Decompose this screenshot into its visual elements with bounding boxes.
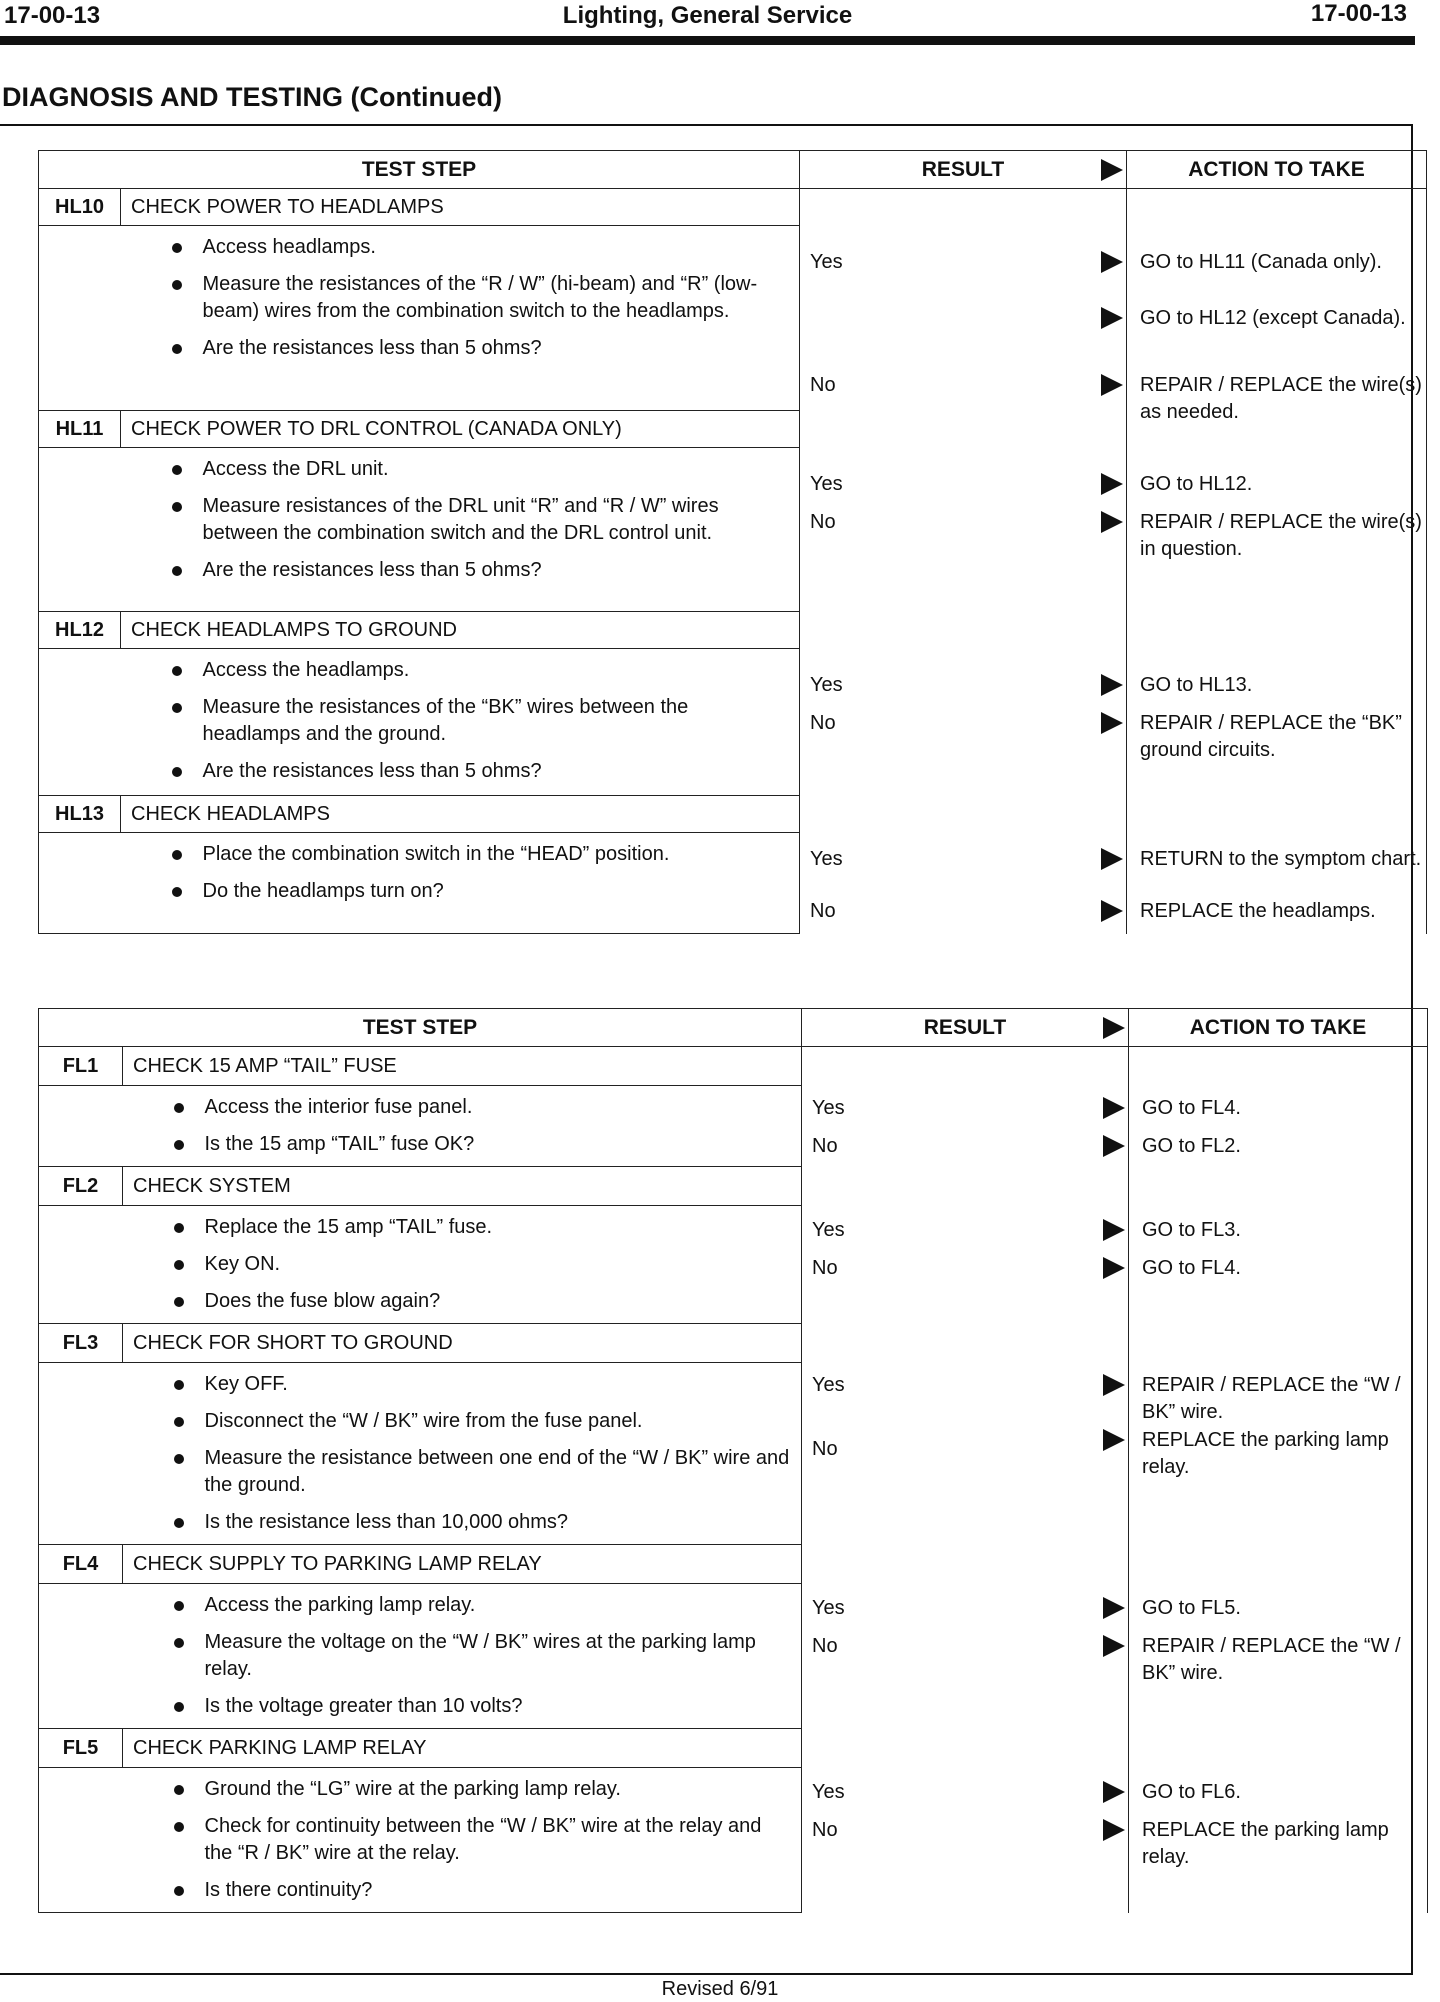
- result-arrow-icon: [1103, 1429, 1125, 1457]
- play-arrow-icon: [1103, 1429, 1125, 1451]
- step-title-row: [39, 411, 1427, 448]
- result-arrow-icon: [1101, 900, 1123, 928]
- bullet-icon: [172, 243, 182, 253]
- bullet-item: [161, 1094, 792, 1121]
- bullet-text: Do the headlamps turn on?: [202, 880, 444, 902]
- test-step-table: [38, 150, 1427, 934]
- bullet-text: Measure the voltage on the “W / BK” wires at the parking lamp relay.: [204, 1631, 756, 1680]
- result-value: Yes: [812, 1596, 845, 1619]
- step-title-row: [39, 1167, 1428, 1206]
- result-arrow-icon: [1101, 712, 1123, 740]
- bullet-icon: [172, 280, 182, 290]
- bullet-icon: [172, 566, 182, 576]
- result-arrow-icon: [1101, 251, 1123, 279]
- play-arrow-icon: [1103, 1374, 1125, 1396]
- result-arrow-icon: [1101, 374, 1123, 402]
- bullet-icon: [172, 850, 182, 860]
- result-arrow-icon: [1103, 1597, 1125, 1625]
- step-code: HL11: [39, 411, 121, 448]
- bullet-item: [161, 1877, 792, 1904]
- result-cell: [800, 612, 1127, 796]
- step-code: FL1: [39, 1047, 123, 1086]
- step-title: CHECK HEADLAMPS: [121, 796, 800, 833]
- page-number-right: 17-00-13: [1310, 0, 1407, 27]
- bullet-item: [161, 1131, 792, 1158]
- action-value: RETURN to the symptom chart.: [1140, 847, 1422, 870]
- result-value: Yes: [812, 1218, 845, 1241]
- action-cell: [1127, 189, 1427, 423]
- result-cell: [800, 796, 1127, 934]
- action-value: GO to FL6.: [1142, 1780, 1241, 1803]
- bullet-text: Is there continuity?: [204, 1879, 373, 1901]
- column-header-test-step: TEST STEP: [39, 1009, 802, 1047]
- play-arrow-icon: [1103, 1257, 1125, 1279]
- result-arrow-icon: [1101, 674, 1123, 702]
- step-title-row: [39, 1729, 1428, 1768]
- bullet-icon: [172, 887, 182, 897]
- section-title: DIAGNOSIS AND TESTING (Continued): [2, 82, 502, 112]
- column-header-action: ACTION TO TAKE: [1129, 1009, 1428, 1047]
- bullet-item: [159, 694, 790, 748]
- bullet-item: [161, 1251, 792, 1278]
- play-arrow-icon: [1101, 674, 1123, 696]
- column-header-result-label: RESULT: [923, 1015, 1007, 1039]
- step-code: FL3: [39, 1324, 123, 1363]
- action-value: GO to HL11 (Canada only).: [1140, 251, 1382, 273]
- result-value: No: [812, 1818, 838, 1841]
- action-value: REPLACE the parking lamp relay.: [1142, 1818, 1389, 1868]
- play-arrow-icon: [1101, 511, 1123, 533]
- result-cell: [800, 189, 1127, 411]
- result-arrow-icon: [1101, 307, 1123, 335]
- bullet-item: [159, 841, 790, 868]
- bullet-text: Replace the 15 amp “TAIL” fuse.: [204, 1216, 493, 1238]
- step-bullets-cell: [159, 226, 800, 411]
- bullet-item: [159, 493, 790, 547]
- bullet-icon: [172, 666, 182, 676]
- step-indent-cell: [39, 1206, 161, 1324]
- result-value: Yes: [812, 1780, 845, 1803]
- bullet-icon: [174, 1785, 184, 1795]
- result-cell: [800, 411, 1127, 612]
- bullet-item: [161, 1813, 792, 1867]
- bullet-item: [161, 1629, 792, 1683]
- result-value: Yes: [810, 251, 843, 273]
- bullet-text: Are the resistances less than 5 ohms?: [202, 337, 542, 359]
- bullet-item: [161, 1445, 792, 1499]
- step-title-row: [39, 612, 1427, 649]
- step-title: CHECK FOR SHORT TO GROUND: [123, 1324, 802, 1363]
- result-arrow-icon: [1103, 1097, 1125, 1125]
- result-value: Yes: [810, 472, 843, 495]
- step-title-row: [39, 1324, 1428, 1363]
- bullet-text: Ground the “LG” wire at the parking lamp relay.: [204, 1778, 621, 1800]
- action-cell: [1129, 1047, 1428, 1167]
- result-value: No: [812, 1135, 838, 1157]
- result-arrow-icon: [1101, 473, 1123, 501]
- bullet-text: Are the resistances less than 5 ohms?: [202, 559, 542, 581]
- action-value: REPLACE the headlamps.: [1140, 899, 1376, 922]
- step-code: FL2: [39, 1167, 123, 1206]
- play-arrow-icon: [1101, 848, 1123, 870]
- bullet-icon: [174, 1702, 184, 1712]
- step-title: CHECK HEADLAMPS TO GROUND: [121, 612, 800, 649]
- result-arrow-icon: [1101, 511, 1123, 539]
- column-header-result: [802, 1009, 1129, 1047]
- bullet-text: Check for continuity between the “W / BK” wire at the relay and the “R / BK” wire at the relay.: [204, 1815, 762, 1864]
- bullet-icon: [174, 1260, 184, 1270]
- bullet-icon: [174, 1223, 184, 1233]
- bullet-icon: [172, 703, 182, 713]
- bullet-item: [161, 1592, 792, 1619]
- result-arrow-icon: [1103, 1219, 1125, 1247]
- result-arrow-icon: [1103, 1819, 1125, 1847]
- step-indent-cell: [39, 1086, 161, 1167]
- step-title: CHECK SYSTEM: [123, 1167, 802, 1206]
- bullet-item: [159, 271, 790, 325]
- bullet-icon: [174, 1417, 184, 1427]
- action-value: GO to HL12.: [1140, 472, 1253, 495]
- result-arrow-icon: [1103, 1257, 1125, 1285]
- step-bullets-cell: [161, 1086, 802, 1167]
- result-cell: [802, 1167, 1129, 1324]
- bullet-text: Does the fuse blow again?: [204, 1290, 441, 1312]
- step-indent-cell: [39, 1768, 161, 1913]
- bullet-item: [159, 758, 790, 785]
- result-value: Yes: [812, 1097, 845, 1119]
- result-cell: [802, 1729, 1129, 1913]
- play-arrow-icon: [1103, 1819, 1125, 1841]
- bullet-item: [161, 1371, 792, 1398]
- play-arrow-icon: [1103, 1781, 1125, 1803]
- result-arrow-icon: [1101, 848, 1123, 876]
- page-title: Lighting, General Service: [562, 2, 853, 29]
- step-title: CHECK PARKING LAMP RELAY: [123, 1729, 802, 1768]
- bullet-icon: [174, 1601, 184, 1611]
- step-title-row: [39, 796, 1427, 833]
- step-indent-cell: [39, 649, 159, 796]
- bullet-item: [159, 335, 790, 362]
- table-header-row: [39, 1009, 1428, 1047]
- result-value: No: [812, 1437, 838, 1460]
- result-arrow-icon: [1103, 1135, 1125, 1163]
- bullet-item: [161, 1693, 792, 1720]
- play-arrow-icon: [1103, 1635, 1125, 1657]
- bullet-icon: [174, 1103, 184, 1113]
- step-title: CHECK POWER TO DRL CONTROL (CANADA ONLY): [121, 411, 800, 448]
- bullet-item: [161, 1214, 792, 1241]
- bullet-text: Disconnect the “W / BK” wire from the fuse panel.: [204, 1410, 643, 1432]
- action-cell: [1129, 1545, 1428, 1729]
- result-value: No: [810, 374, 836, 396]
- result-arrow-icon: [1103, 1635, 1125, 1663]
- test-step-table: [38, 1008, 1428, 1913]
- bullet-item: [159, 234, 790, 261]
- action-cell: [1129, 1729, 1428, 1913]
- result-cell: [802, 1047, 1129, 1167]
- step-indent-cell: [39, 1363, 161, 1545]
- result-value: No: [810, 711, 836, 734]
- play-arrow-icon: [1101, 712, 1123, 734]
- result-value: No: [810, 899, 836, 922]
- bullet-text: Place the combination switch in the “HEAD” position.: [202, 843, 670, 865]
- step-bullets-cell: [161, 1584, 802, 1729]
- action-value: REPAIR / REPLACE the wire(s) in question.: [1140, 510, 1422, 560]
- result-value: Yes: [810, 847, 843, 870]
- bullet-text: Key OFF.: [204, 1373, 288, 1395]
- bullet-item: [159, 557, 790, 584]
- bullet-text: Access the interior fuse panel.: [204, 1096, 473, 1118]
- play-arrow-icon: [1101, 900, 1123, 922]
- action-value: GO to HL13.: [1140, 673, 1253, 696]
- result-arrow-icon: [1103, 1781, 1125, 1809]
- bullet-icon: [174, 1638, 184, 1648]
- step-bullets-cell: [161, 1768, 802, 1913]
- bullet-text: Measure resistances of the DRL unit “R” and “R / W” wires between the combination switch and the DRL control unit.: [202, 495, 719, 544]
- bullet-icon: [172, 767, 182, 777]
- column-header-action: ACTION TO TAKE: [1127, 151, 1427, 189]
- step-bullets-cell: [159, 833, 800, 934]
- result-arrow-icon: [1103, 1374, 1125, 1402]
- bullet-text: Is the 15 amp “TAIL” fuse OK?: [204, 1133, 475, 1155]
- play-arrow-icon: [1103, 1597, 1125, 1619]
- column-header-result: [800, 151, 1127, 189]
- action-cell: [1127, 411, 1427, 612]
- column-header-result-label: RESULT: [921, 157, 1005, 181]
- page-header: [0, 0, 1415, 34]
- action-value: GO to FL5.: [1142, 1596, 1241, 1619]
- result-value: Yes: [810, 673, 843, 696]
- result-value: Yes: [812, 1373, 845, 1396]
- step-title: CHECK POWER TO HEADLAMPS: [121, 189, 800, 226]
- bullet-text: Measure the resistances of the “BK” wires between the headlamps and the ground.: [202, 696, 689, 745]
- action-value: REPLACE the parking lamp relay.: [1142, 1428, 1389, 1478]
- play-arrow-icon: [1101, 374, 1123, 396]
- step-bullets-cell: [159, 649, 800, 796]
- bullet-icon: [174, 1297, 184, 1307]
- step-title-row: [39, 1047, 1428, 1086]
- bullet-text: Measure the resistance between one end of the “W / BK” wire and the ground.: [204, 1447, 790, 1496]
- bullet-text: Is the resistance less than 10,000 ohms?: [204, 1511, 569, 1533]
- action-cell: [1129, 1324, 1428, 1545]
- action-value: GO to FL3.: [1142, 1218, 1241, 1241]
- play-arrow-icon: [1103, 1097, 1125, 1119]
- play-arrow-icon: [1103, 1135, 1125, 1157]
- step-title: CHECK SUPPLY TO PARKING LAMP RELAY: [123, 1545, 802, 1584]
- bullet-icon: [174, 1454, 184, 1464]
- bullet-icon: [174, 1886, 184, 1896]
- step-title-row: [39, 1545, 1428, 1584]
- action-value: REPAIR / REPLACE the wire(s) as needed.: [1140, 374, 1422, 423]
- column-header-test-step: TEST STEP: [39, 151, 800, 189]
- step-code: FL5: [39, 1729, 123, 1768]
- bullet-text: Access headlamps.: [202, 236, 376, 258]
- bullet-text: Key ON.: [204, 1253, 281, 1275]
- step-indent-cell: [39, 448, 159, 612]
- step-code: HL13: [39, 796, 121, 833]
- bullet-item: [161, 1776, 792, 1803]
- bullet-item: [161, 1288, 792, 1315]
- result-value: No: [810, 510, 836, 533]
- footer-revision: Revised 6/91: [661, 1978, 779, 2000]
- play-arrow-icon: [1101, 251, 1123, 273]
- bullet-icon: [172, 465, 182, 475]
- result-cell: [802, 1324, 1129, 1545]
- page-number-left: 17-00-13: [4, 2, 101, 29]
- table-header-row: [39, 151, 1427, 189]
- bullet-text: Are the resistances less than 5 ohms?: [202, 760, 542, 782]
- action-value: GO to FL4.: [1142, 1097, 1241, 1119]
- step-code: FL4: [39, 1545, 123, 1584]
- bullet-icon: [172, 502, 182, 512]
- step-title: CHECK 15 AMP “TAIL” FUSE: [123, 1047, 802, 1086]
- step-indent-cell: [39, 1584, 161, 1729]
- play-arrow-icon: [1101, 473, 1123, 495]
- bullet-text: Measure the resistances of the “R / W” (hi-beam) and “R” (low-beam) wires from the combination switch to the headlamps.: [202, 273, 758, 322]
- action-value: GO to HL12 (except Canada).: [1140, 307, 1406, 329]
- action-value: GO to FL4.: [1142, 1256, 1241, 1279]
- bullet-item: [161, 1408, 792, 1435]
- action-value: REPAIR / REPLACE the “BK” ground circuits.: [1140, 711, 1402, 761]
- step-code: HL12: [39, 612, 121, 649]
- action-value: GO to FL2.: [1142, 1135, 1241, 1157]
- bullet-text: Access the parking lamp relay.: [204, 1594, 476, 1616]
- play-arrow-icon: [1101, 307, 1123, 329]
- bullet-text: Access the headlamps.: [202, 659, 410, 681]
- action-cell: [1127, 796, 1427, 934]
- bullet-text: Access the DRL unit.: [202, 458, 389, 480]
- action-cell: [1127, 612, 1427, 796]
- header-rule: [0, 36, 1415, 45]
- bullet-item: [159, 878, 790, 905]
- action-cell: [1129, 1167, 1428, 1324]
- step-indent-cell: [39, 226, 159, 411]
- bullet-icon: [174, 1822, 184, 1832]
- bullet-item: [159, 456, 790, 483]
- bullet-text: Is the voltage greater than 10 volts?: [204, 1695, 523, 1717]
- bullet-icon: [172, 344, 182, 354]
- header-arrow-icon: [1101, 159, 1123, 181]
- step-code: HL10: [39, 189, 121, 226]
- action-value: REPAIR / REPLACE the “W / BK” wire.: [1142, 1634, 1401, 1684]
- header-arrow-icon: [1103, 1017, 1125, 1039]
- bullet-icon: [174, 1380, 184, 1390]
- step-bullets-cell: [161, 1206, 802, 1324]
- result-value: No: [812, 1256, 838, 1279]
- bullet-icon: [174, 1518, 184, 1528]
- step-bullets-cell: [159, 448, 800, 612]
- bullet-icon: [174, 1140, 184, 1150]
- step-indent-cell: [39, 833, 159, 934]
- result-value: No: [812, 1634, 838, 1657]
- bullet-item: [161, 1509, 792, 1536]
- step-title-row: [39, 189, 1427, 226]
- action-value: REPAIR / REPLACE the “W / BK” wire.: [1142, 1373, 1401, 1423]
- bullet-item: [159, 657, 790, 684]
- play-arrow-icon: [1103, 1219, 1125, 1241]
- result-cell: [802, 1545, 1129, 1729]
- step-bullets-cell: [161, 1363, 802, 1545]
